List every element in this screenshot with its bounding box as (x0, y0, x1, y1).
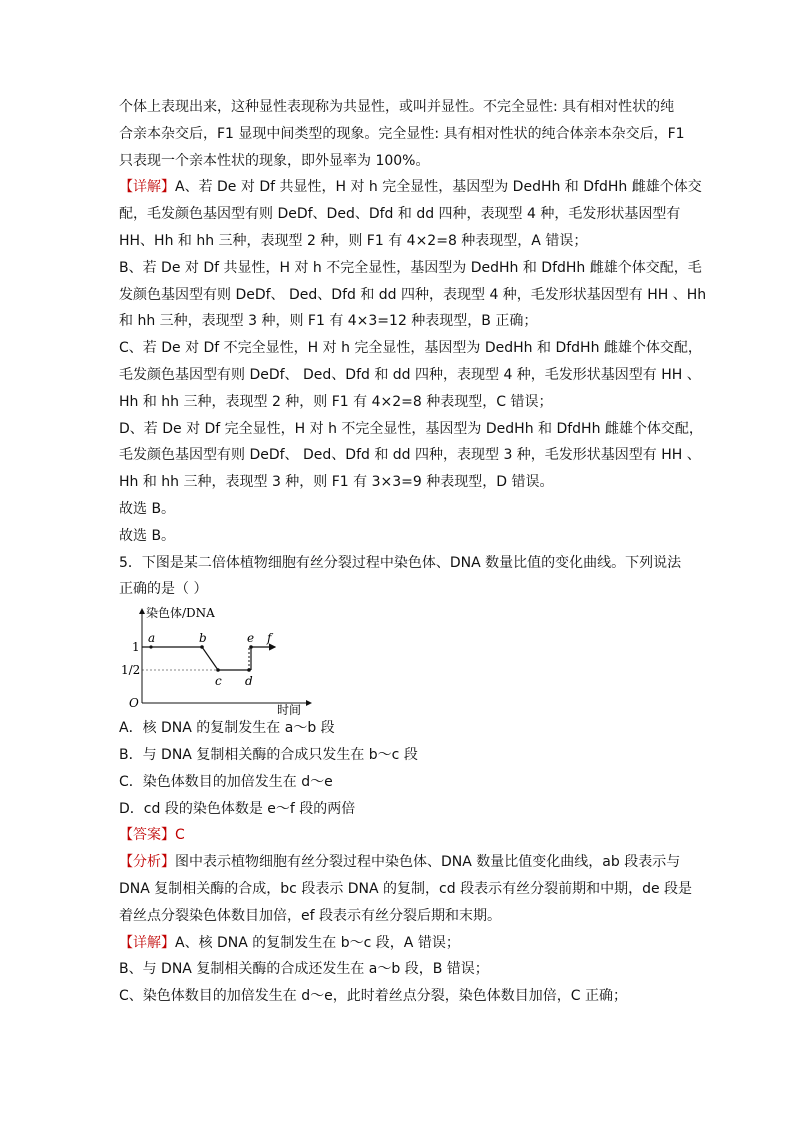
intro-line: 只表现一个亲本性状的现象，即外显率为 100%。 (119, 152, 430, 169)
answer-value: C (175, 827, 185, 844)
detail-line: D、若 De 对 Df 完全显性，H 对 h 不完全显性，基因型为 DedHh 和 DfdHh 雌雄个体交配， (119, 420, 703, 437)
detail-line: Hh 和 hh 三种，表现型 3 种，则 F1 有 3×3=9 种表现型，D 错误。 (119, 474, 554, 491)
y-axis-title: 染色体/DNA (146, 606, 215, 621)
detail-tag: 【详解】 (119, 934, 175, 951)
y-tick-half: 1/2 (121, 663, 141, 678)
intro-line: 合亲本杂交后，F1 显现中间类型的现象。完全显性: 具有相对性状的纯合体亲本杂交后，F1 (119, 125, 685, 142)
intro-line: 个体上表现出来，这种显性表现称为共显性，或叫并显性。不完全显性: 具有相对性状的纯 (119, 99, 675, 115)
detail-line: 毛发颜色基因型有则 DeDf、 Ded、Dfd 和 dd 四种，表现型 4 种，毛发形状基因型有 HH 、 (119, 366, 701, 383)
detail-line: 毛发颜色基因型有则 DeDf、 Ded、Dfd 和 dd 四种，表现型 3 种，毛发形状基因型有 HH 、 (119, 447, 701, 464)
origin-label: O (129, 696, 139, 711)
detail-line: C、染色体数目的加倍发生在 d～e，此时着丝点分裂，染色体数目加倍，C 正确； (119, 988, 627, 1005)
analysis-line: 着丝点分裂染色体数目加倍，ef 段表示有丝分裂后期和末期。 (119, 907, 501, 924)
point-a-label: a (148, 631, 156, 646)
point-d-label: d (245, 674, 253, 689)
question-line: 5．下图是某二倍体植物细胞有丝分裂过程中染色体、DNA 数量比值的变化曲线。下列说法 (119, 554, 682, 571)
point-b-label: b (199, 631, 207, 646)
point-c-label: c (215, 674, 222, 689)
ratio-curve-figure (119, 603, 689, 718)
detail-line: 和 hh 三种，表现型 3 种，则 F1 有 4×3=12 种表现型，B 正确； (119, 313, 538, 330)
y-tick-1: 1 (132, 640, 140, 655)
detail-line: 【详解】A、核 DNA 的复制发生在 b～c 段，A 错误； (119, 934, 460, 951)
point-e-label: e (247, 631, 255, 646)
detail-tag: 【详解】 (119, 179, 175, 196)
point-c-dot (216, 668, 220, 672)
answer-line (119, 822, 689, 849)
analysis-line: 【分析】图中表示植物细胞有丝分裂过程中染色体、DNA 数量比值变化曲线，ab 段表示与 (119, 854, 681, 871)
ratio-curve-svg (121, 603, 329, 718)
option-c: C．染色体数目的加倍发生在 d～e (119, 773, 333, 790)
answer-tag: 【答案】 (119, 827, 175, 844)
point-f-label: f (267, 631, 272, 646)
option-d: D．cd 段的染色体数是 e～f 段的两倍 (119, 800, 356, 817)
analysis-line: DNA 复制相关酶的合成，bc 段表示 DNA 的复制，cd 段表示有丝分裂前期和中期，de 段是 (119, 880, 693, 897)
question-line: 正确的是（ ） (119, 581, 208, 598)
choose-line: 故选 B。 (119, 527, 176, 544)
detail-line: 【详解】A、若 De 对 Df 共显性，H 对 h 完全显性，基因型为 DedHh 和 DfdHh 雌雄个体交 (119, 179, 702, 196)
curve-segment-a-d (142, 647, 249, 670)
detail-line: 配，毛发颜色基因型有则 DeDf、Ded、Dfd 和 dd 四种，表现型 4 种，毛发形状基因型有 (119, 206, 681, 223)
point-d-dot (247, 668, 251, 672)
detail-line: C、若 De 对 Df 不完全显性，H 对 h 完全显性，基因型为 DedHh 和 DfdHh 雌雄个体交配， (119, 340, 702, 357)
detail-line: HH、Hh 和 hh 三种，表现型 2 种，则 F1 有 4×2=8 种表现型，A 错误； (119, 232, 588, 249)
option-b: B．与 DNA 复制相关酶的合成只发生在 b～c 段 (119, 746, 418, 763)
detail-line: Hh 和 hh 三种，表现型 2 种，则 F1 有 4×2=8 种表现型，C 错误； (119, 393, 553, 410)
detail-line: B、若 De 对 Df 共显性，H 对 h 不完全显性，基因型为 DedHh 和 DfdHh 雌雄个体交配，毛 (119, 259, 702, 276)
detail-line: B、与 DNA 复制相关酶的合成还发生在 a～b 段，B 错误； (119, 961, 489, 978)
document-body (119, 94, 707, 1010)
point-a-dot (149, 646, 152, 649)
detail-line: 发颜色基因型有则 DeDf、 Ded、Dfd 和 dd 四种，表现型 4 种，毛发形状基因型有 HH 、Hh (119, 286, 707, 303)
x-axis-title: 时间 (277, 703, 302, 718)
point-b-dot (200, 645, 204, 649)
option-a: A．核 DNA 的复制发生在 a～b 段 (119, 720, 335, 737)
analysis-tag: 【分析】 (119, 854, 175, 871)
choose-line: 故选 B。 (119, 500, 176, 517)
point-e-dot (249, 645, 253, 649)
